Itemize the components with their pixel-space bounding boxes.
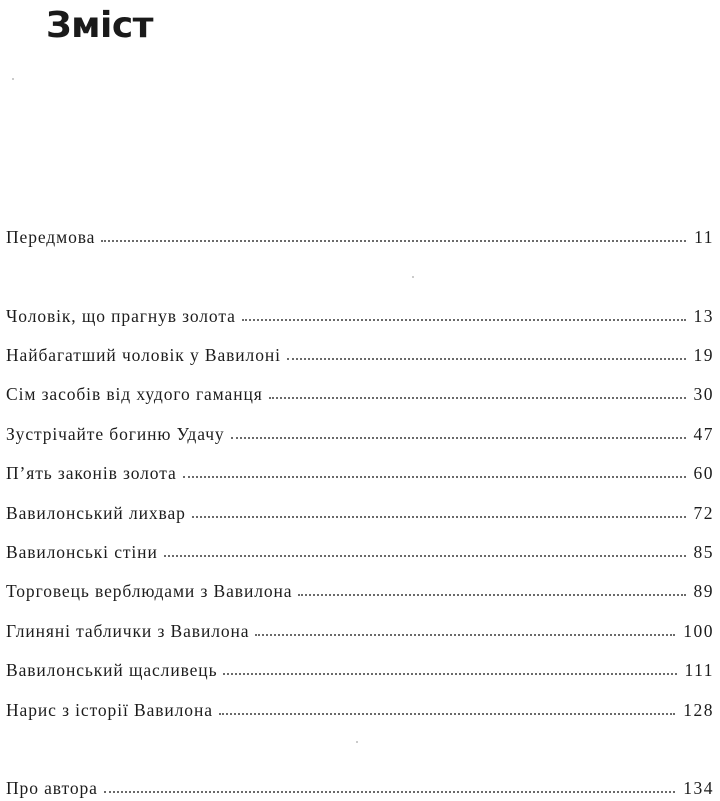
page-title: Зміст — [46, 5, 154, 46]
toc-entry — [6, 303, 714, 329]
toc-entry-page: 47 — [693, 424, 714, 444]
toc-entry-title: Передмова — [6, 227, 96, 247]
dot-leader — [269, 397, 686, 399]
toc-entry — [6, 342, 714, 368]
toc-entry-page: 134 — [683, 778, 714, 798]
toc-entry-title: Найбагатший чоловік у Вавилоні — [6, 345, 281, 365]
toc-entry-title: Торговець верблюдами з Вавилона — [6, 581, 293, 601]
dot-leader — [223, 673, 676, 675]
toc-entry — [6, 460, 714, 486]
paper-speck — [12, 78, 14, 80]
toc-entry — [6, 539, 714, 565]
toc-entry-page: 85 — [693, 542, 714, 562]
toc-entry-page: 19 — [693, 345, 714, 365]
toc-entry-page: 111 — [684, 660, 714, 680]
toc-entry-preface — [6, 224, 714, 250]
toc-entry-title: Вавилонський лихвар — [6, 503, 186, 523]
dot-leader — [164, 555, 686, 557]
toc-entry-title: Чоловік, що прагнув золота — [6, 306, 236, 326]
toc-entry — [6, 618, 714, 644]
dot-leader — [287, 358, 686, 360]
toc-entry-about-author — [6, 775, 714, 801]
dot-leader — [255, 634, 675, 636]
dot-leader — [231, 437, 686, 439]
toc-entry-title: Вавилонський щасливець — [6, 660, 218, 680]
dot-leader — [101, 240, 686, 242]
toc-entry-page: 100 — [683, 621, 714, 641]
toc-entry-title: Про автора — [6, 778, 98, 798]
dot-leader — [242, 319, 686, 321]
toc-entry-page: 72 — [693, 503, 714, 523]
toc-entry — [6, 578, 714, 604]
toc-entry-title: Сім засобів від худого гаманця — [6, 384, 263, 404]
toc-entry-page: 128 — [683, 700, 714, 720]
toc-entry-title: Глиняні таблички з Вавилона — [6, 621, 250, 641]
paper-speck — [412, 276, 414, 278]
toc-entry-page: 13 — [693, 306, 714, 326]
toc-entry-title: Нарис з історії Вавилона — [6, 700, 213, 720]
dot-leader — [104, 791, 675, 793]
toc-entry-page: 60 — [693, 463, 714, 483]
toc-entry-page: 30 — [693, 384, 714, 404]
dot-leader — [298, 594, 685, 596]
toc-entry-title: Вавилонські стіни — [6, 542, 158, 562]
toc-entry-title: Зустрічайте богиню Удачу — [6, 424, 225, 444]
dot-leader — [219, 713, 675, 715]
toc-entry-page: 11 — [694, 227, 714, 247]
dot-leader — [192, 516, 686, 518]
toc-entry — [6, 421, 714, 447]
paper-speck — [356, 741, 358, 743]
dot-leader — [183, 476, 686, 478]
toc-entry-title: П’ять законів золота — [6, 463, 177, 483]
toc-entry — [6, 381, 714, 407]
toc-entry — [6, 500, 714, 526]
toc-entry — [6, 657, 714, 683]
toc-entry — [6, 697, 714, 723]
toc-entry-page: 89 — [693, 581, 714, 601]
